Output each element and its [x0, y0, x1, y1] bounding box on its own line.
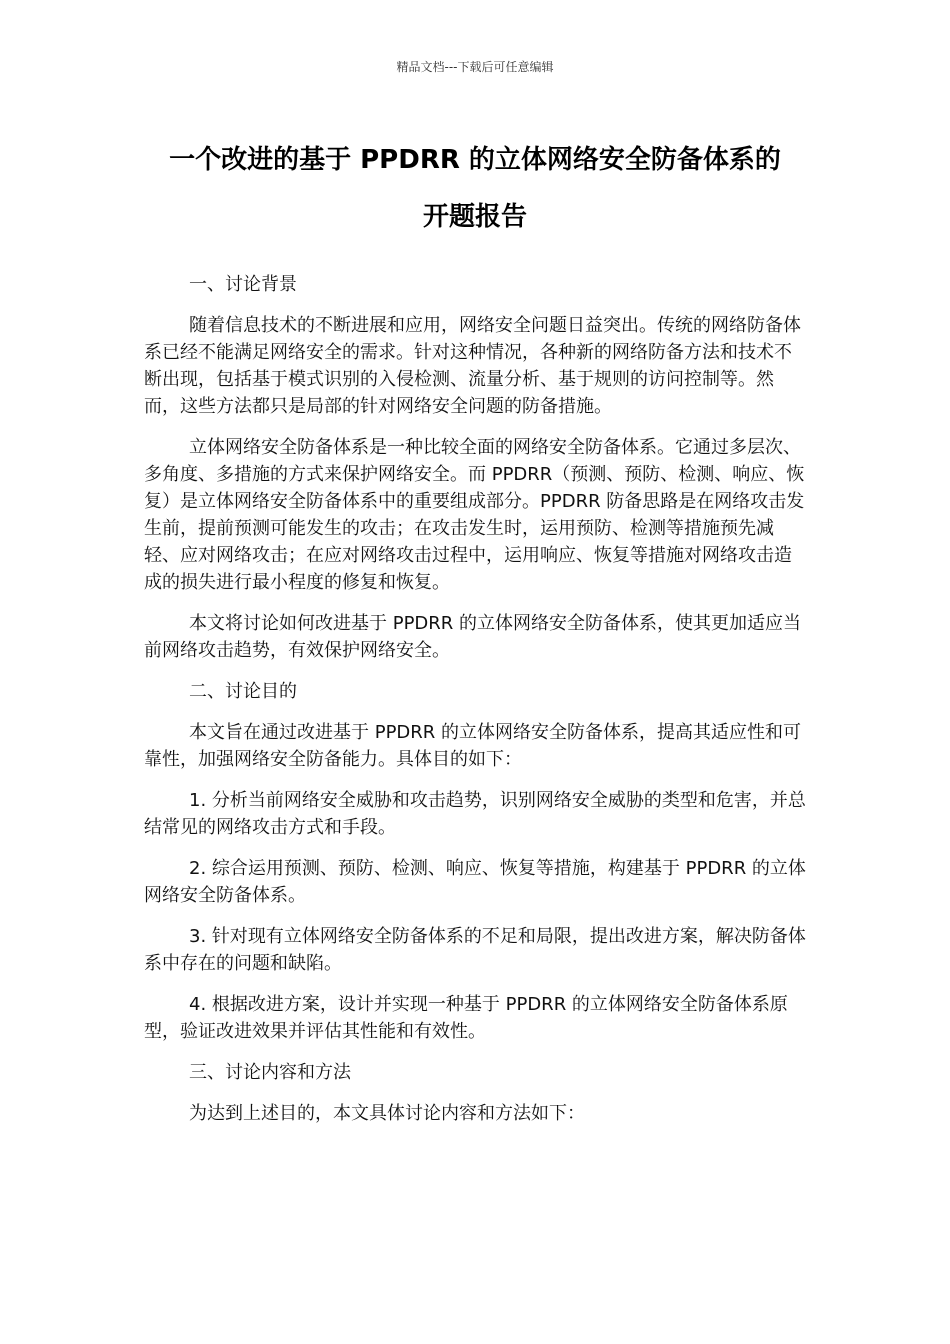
list-item: 2. 综合运用预测、预防、检测、响应、恢复等措施，构建基于 PPDRR 的立体网络安全防备体系。: [144, 858, 806, 906]
document-title: [120, 132, 830, 246]
list-item: 4. 根据改进方案，设计并实现一种基于 PPDRR 的立体网络安全防备体系原型，验证改进效果并评估其性能和有效性。: [144, 994, 788, 1042]
paragraph: 本文将讨论如何改进基于 PPDRR 的立体网络安全防备体系，使其更加适应当前网络攻击趋势，有效保护网络安全。: [144, 613, 802, 661]
list-item: 1. 分析当前网络安全威胁和攻击趋势，识别网络安全威胁的类型和危害，并总结常见的网络攻击方式和手段。: [144, 790, 806, 838]
section-heading-content-methods: 三、讨论内容和方法: [189, 1062, 351, 1083]
paragraph: 为达到上述目的，本文具体讨论内容和方法如下：: [189, 1103, 585, 1124]
title-line-1: 一个改进的基于 PPDRR 的立体网络安全防备体系的: [169, 145, 781, 175]
section-heading-purpose: 二、讨论目的: [189, 681, 297, 702]
paragraph: 立体网络安全防备体系是一种比较全面的网络安全防备体系。它通过多层次、多角度、多措施的方式来保护网络安全。而 PPDRR（预测、预防、检测、响应、恢复）是立体网络安全防备体系中的重要组成部分。PPDRR 防备思路是在网络攻击发生前，提前预测可能发生的攻击；在攻击发生时，运用预防、检测等措施预先减轻、应对网络攻击；在应对网络攻击过程中，运用响应、恢复等措施对网络攻击造成的损失进行最小程度的修复和恢复。: [144, 437, 805, 593]
list-item: 3. 针对现有立体网络安全防备体系的不足和局限，提出改进方案，解决防备体系中存在的问题和缺陷。: [144, 926, 806, 974]
paragraph: 本文旨在通过改进基于 PPDRR 的立体网络安全防备体系，提高其适应性和可靠性，加强网络安全防备能力。具体目的如下：: [144, 722, 802, 770]
document-body: [144, 271, 808, 1141]
section-heading-background: 一、讨论背景: [189, 274, 297, 295]
page-header-note: 精品文档---下载后可任意编辑: [396, 60, 554, 74]
paragraph: 随着信息技术的不断进展和应用，网络安全问题日益突出。传统的网络防备体系已经不能满足网络安全的需求。针对这种情况，各种新的网络防备方法和技术不断出现，包括基于模式识别的入侵检测、流量分析、基于规则的访问控制等。然而，这些方法都只是局部的针对网络安全问题的防备措施。: [144, 315, 801, 417]
title-line-2: 开题报告: [422, 202, 527, 232]
